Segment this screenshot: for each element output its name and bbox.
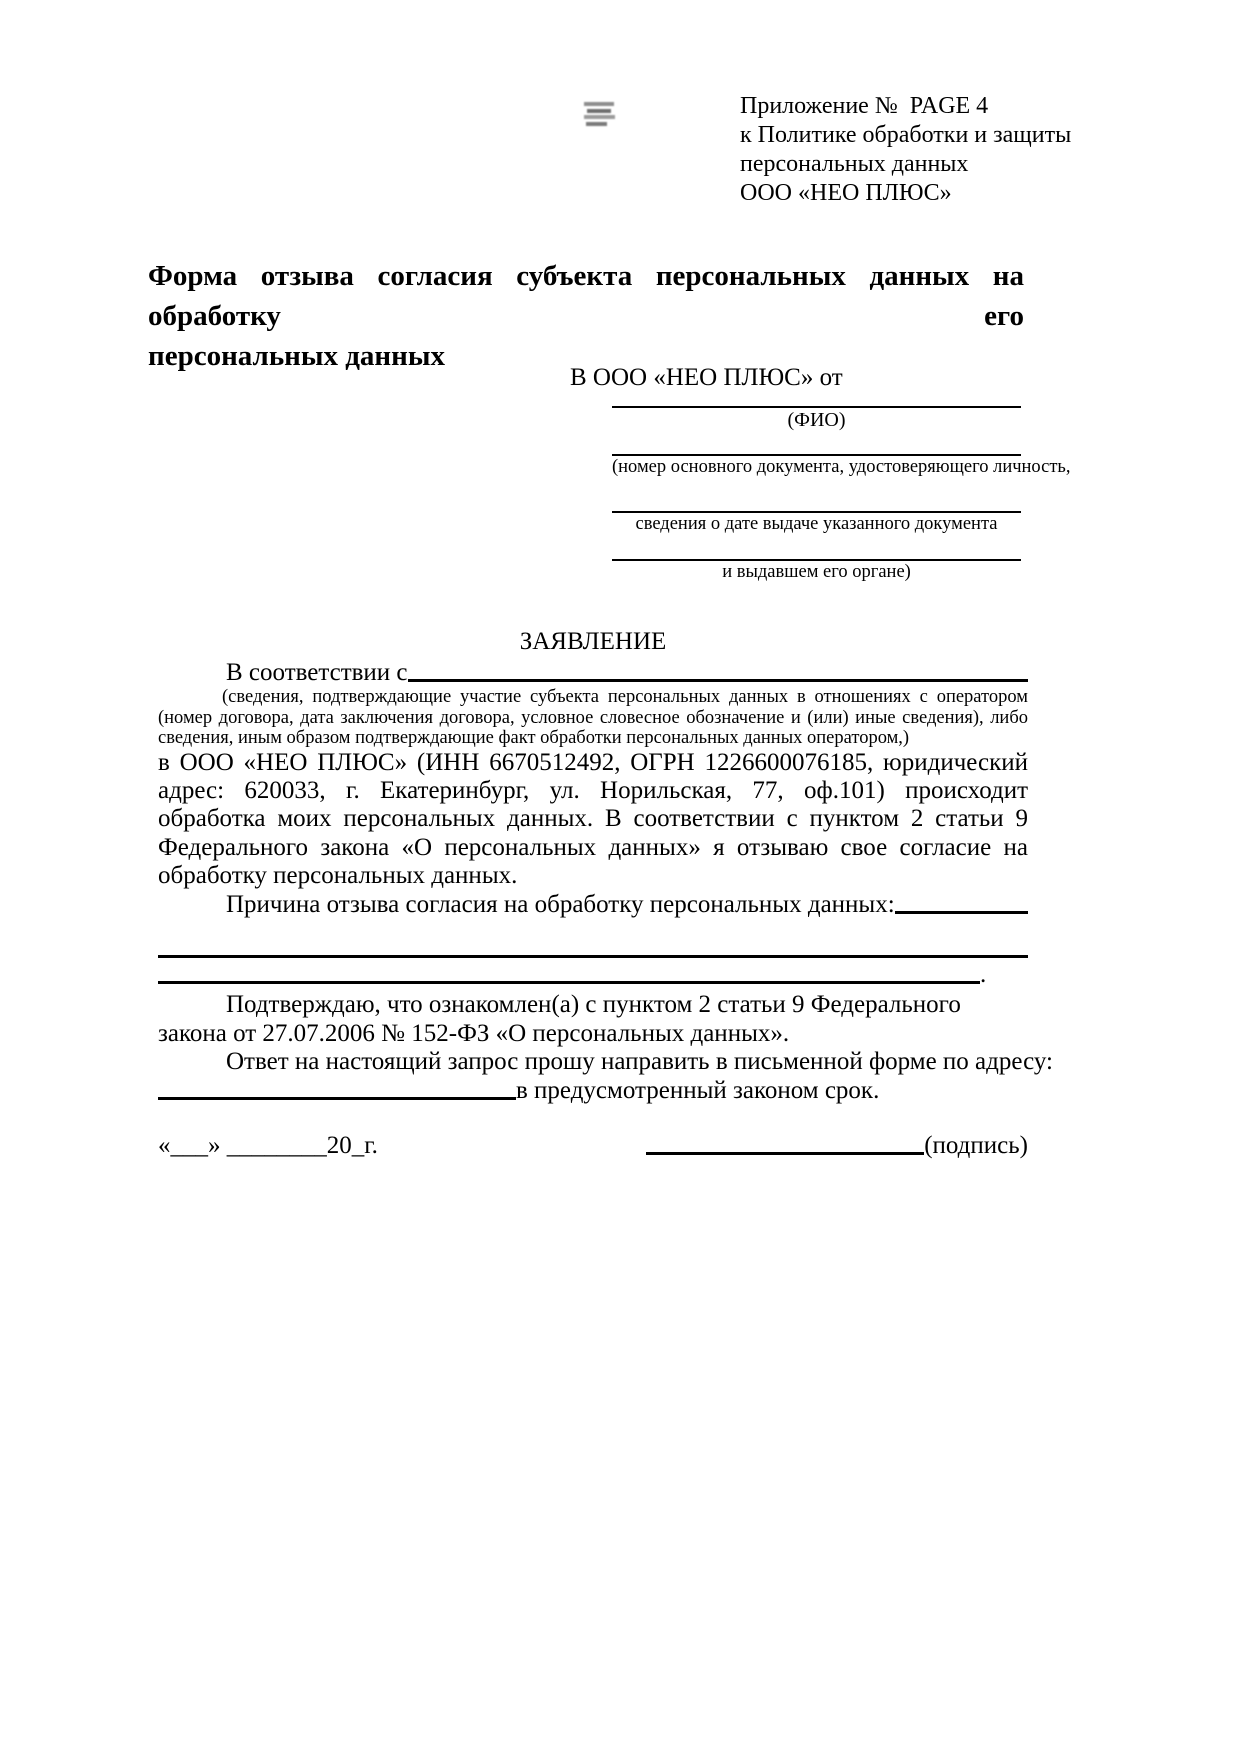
- issue-date-field-line: [612, 511, 1021, 536]
- document-number-caption: (номер основного документа, удостоверяющего личность,: [612, 457, 1071, 477]
- statement-section: [158, 627, 1053, 1105]
- blank-line-2-row: [158, 961, 1028, 989]
- redacted-stripe: [584, 102, 614, 106]
- issuing-authority-caption: и выдавшем его органе): [722, 562, 911, 582]
- redacted-artifact: [584, 102, 618, 128]
- statement-body: в ООО «НЕО ПЛЮС» (ИНН 6670512492, ОГРН 1226600076185, юридический адрес: 620033, г. Екатеринбург, ул. Норильская, 77, оф.101) происходит обработка моих персональных данных. В соответствии с пунктом 2 статьи 9 Федерального закона «О персональных данных» я отзываю свое согласие на обработку персональных данных.: [158, 748, 1028, 890]
- issuing-authority-field-line: [612, 559, 1021, 584]
- accordance-row: [158, 659, 1028, 687]
- reply-tail-text: в предусмотренный законом срок.: [516, 1076, 880, 1104]
- reason-label: Причина отзыва согласия на обработку персональных данных:: [226, 890, 895, 918]
- blank-line-2-period: .: [980, 961, 987, 989]
- addressee-intro: В ООО «НЕО ПЛЮС» от: [570, 364, 843, 391]
- reply-request-paragraph: Ответ на настоящий запрос прошу направить в письменной форме по адресу:: [226, 1048, 1053, 1076]
- explanatory-note: (сведения, подтверждающие участие субъекта персональных данных в отношениях с оператором (номер договора, дата заключения договора, условное словесное обозначение и (или) иные сведения), либо сведения, иным образом подтверждающие факт обработки персональных данных оператором,): [158, 687, 1028, 749]
- document-number-field-line: [612, 454, 1071, 479]
- document-title: [148, 256, 1024, 376]
- accordance-label: В соответствии с: [226, 659, 408, 686]
- signature-footer: [158, 1132, 1028, 1160]
- addressee-fields: [612, 406, 1071, 584]
- redacted-stripe: [587, 109, 611, 113]
- reason-blank-line: [895, 911, 1028, 914]
- signature-area: [646, 1132, 1028, 1160]
- redacted-stripe: [586, 122, 607, 126]
- reply-address-row: [158, 1077, 1028, 1105]
- confirmation-paragraph: Подтверждаю, что ознакомлен(а) с пунктом 2 статьи 9 Федерального закона от 27.07.2006 № 152-ФЗ «О персональных данных».: [158, 991, 961, 1047]
- accordance-blank-line: [408, 679, 1028, 682]
- title-line-2: персональных данных: [148, 340, 445, 372]
- redacted-stripe: [584, 115, 615, 119]
- signature-blank-line: [646, 1152, 924, 1155]
- date-line: «___» ________20_г.: [158, 1132, 378, 1159]
- issue-date-caption: сведения о дате выдаче указанного документа: [635, 514, 998, 534]
- title-line-1: Форма отзыва согласия субъекта персональных данных на обработку его: [148, 260, 1024, 332]
- signature-caption: (подпись): [924, 1132, 1028, 1159]
- reason-row: [158, 891, 1028, 919]
- blank-line-2: [158, 981, 980, 984]
- appendix-line-3: персональных данных: [740, 151, 969, 177]
- appendix-block: [740, 92, 1071, 208]
- fio-caption: (ФИО): [787, 409, 846, 431]
- appendix-line-4: ООО «НЕО ПЛЮС»: [740, 180, 952, 206]
- fio-field-line: [612, 406, 1021, 432]
- appendix-line-2: к Политике обработки и защиты: [740, 122, 1072, 148]
- appendix-line-1: Приложение № PAGE 4: [740, 93, 989, 119]
- statement-heading: ЗАЯВЛЕНИЕ: [519, 628, 667, 655]
- address-blank-line: [158, 1097, 516, 1100]
- blank-line-1: [158, 955, 1028, 958]
